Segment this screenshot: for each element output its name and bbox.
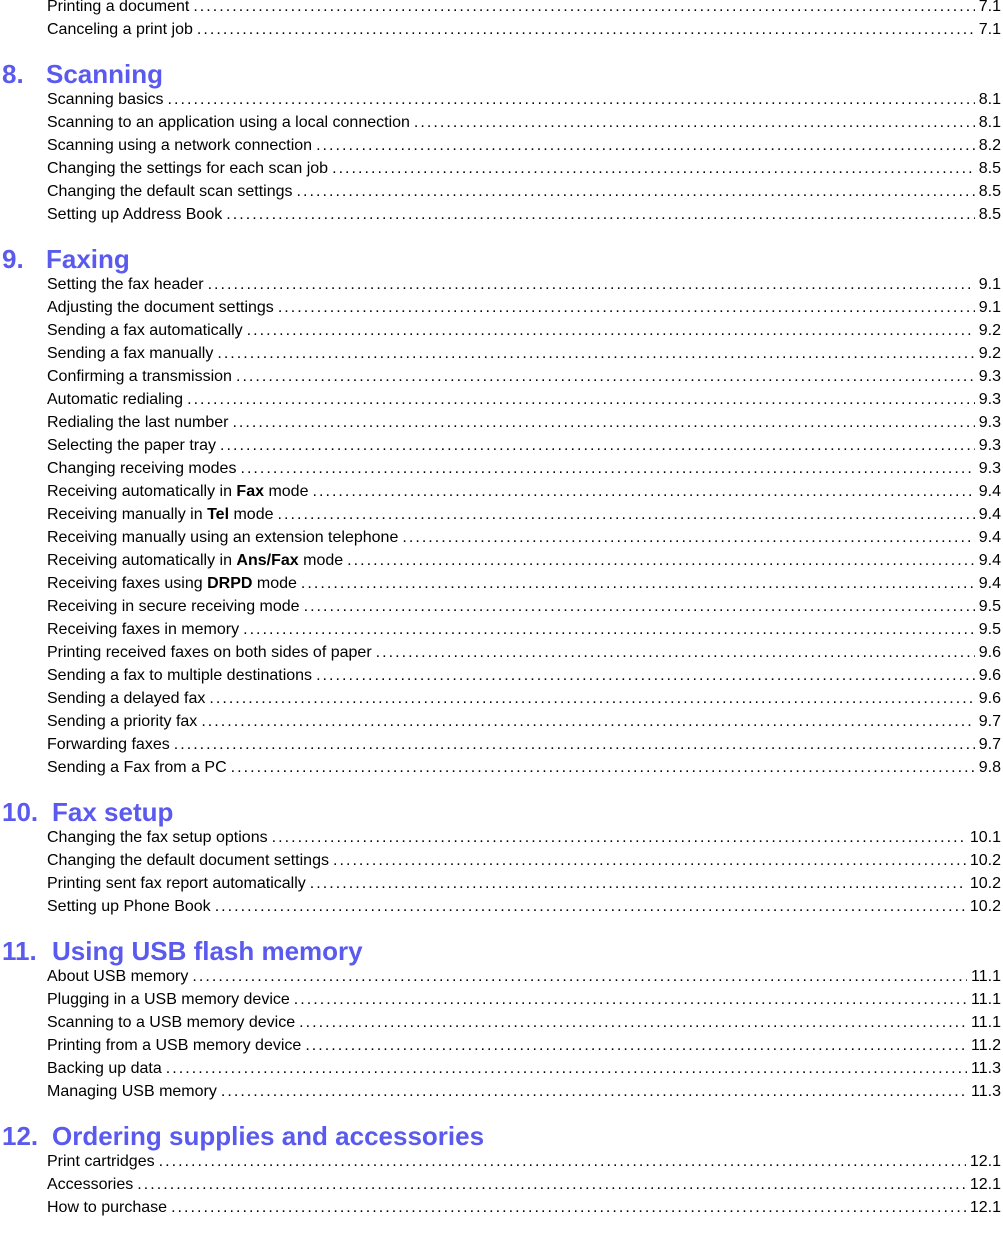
toc-entry-title	[47, 621, 243, 639]
toc-entry[interactable]	[47, 547, 1001, 570]
toc-entry-title-text: Changing the settings for each scan job	[47, 160, 329, 177]
dot-leader	[278, 299, 975, 317]
toc-entry-page-number: 8.5	[978, 160, 1001, 177]
toc-entry[interactable]	[47, 847, 1001, 870]
dot-leader	[240, 460, 974, 478]
toc-entry-page-number: 8.1	[978, 114, 1001, 131]
toc-entry-title-suffix: mode	[252, 575, 297, 592]
toc-entry[interactable]	[47, 986, 1001, 1009]
toc-entry-page-number: 9.2	[978, 322, 1001, 339]
dot-leader	[215, 898, 966, 916]
toc-entry-title	[47, 114, 414, 132]
toc-entry-page-number: 9.4	[978, 483, 1001, 500]
dot-leader	[226, 206, 975, 224]
toc-entry[interactable]	[47, 294, 1001, 317]
toc-entry-title	[47, 299, 278, 317]
chapter-heading[interactable]	[2, 797, 173, 827]
toc-entry-title	[47, 598, 304, 616]
toc-entry-title-text: Sending a fax to multiple destinations	[47, 667, 313, 684]
toc-entry-page-number: 9.6	[978, 644, 1001, 661]
toc-entry-title-text: Adjusting the document settings	[47, 299, 274, 316]
toc-entry[interactable]	[47, 1148, 1001, 1171]
toc-entry-title-text: Receiving automatically in	[47, 552, 237, 569]
toc-entry-title-text: Automatic redialing	[47, 391, 184, 408]
dot-leader	[168, 91, 975, 109]
toc-entry-title	[47, 529, 402, 547]
toc-entry-title	[47, 1060, 166, 1078]
chapter-number: 8.	[2, 59, 24, 89]
dot-leader	[316, 667, 975, 685]
chapter-title: Ordering supplies and accessories	[52, 1121, 485, 1151]
dot-leader	[301, 575, 975, 593]
toc-entry-page-number: 9.8	[978, 759, 1001, 776]
toc-entry-title	[47, 345, 217, 363]
chapter-heading[interactable]	[2, 936, 363, 966]
dot-leader	[316, 137, 975, 155]
chapter-number: 10.	[2, 797, 39, 827]
toc-entry-title-text: Sending a Fax from a PC	[47, 759, 227, 776]
toc-entry[interactable]	[47, 824, 1001, 847]
dot-leader	[208, 276, 975, 294]
toc-entry-title	[47, 368, 236, 386]
toc-entry[interactable]	[47, 963, 1001, 986]
dot-leader	[272, 829, 966, 847]
toc-entry-title-text: Print cartridges	[47, 1153, 155, 1170]
toc-entry-title	[47, 1199, 171, 1217]
dot-leader	[347, 552, 975, 570]
toc-entry-page-number: 7.1	[978, 21, 1001, 38]
toc-entry-title	[47, 483, 312, 501]
toc-entry[interactable]	[47, 1055, 1001, 1078]
chapter-title: Faxing	[46, 244, 130, 274]
toc-entry-title-text: Forwarding faxes	[47, 736, 170, 753]
toc-entry-title	[47, 276, 208, 294]
toc-entry-title-text: Sending a delayed fax	[47, 690, 206, 707]
toc-entry[interactable]	[47, 570, 1001, 593]
dot-leader	[192, 968, 967, 986]
chapter-number: 12.	[2, 1121, 39, 1151]
toc-entry[interactable]	[47, 1194, 1001, 1217]
toc-entry-title-text: Scanning basics	[47, 91, 164, 108]
toc-entry[interactable]	[47, 386, 1001, 409]
toc-entry-page-number: 9.6	[978, 667, 1001, 684]
dot-leader	[243, 621, 975, 639]
chapter-title: Scanning	[46, 59, 164, 89]
toc-entry-title-text: Changing the default document settings	[47, 852, 329, 869]
toc-entry-page-number: 8.1	[978, 91, 1001, 108]
toc-entry-page-number: 9.5	[978, 621, 1001, 638]
dot-leader	[402, 529, 974, 547]
toc-entry[interactable]	[47, 501, 1001, 524]
dot-leader	[221, 1083, 967, 1101]
toc-entry[interactable]	[47, 317, 1001, 340]
toc-entry-title	[47, 1176, 137, 1194]
toc-entry-title-text: Canceling a print job	[47, 21, 193, 38]
toc-entry-title	[47, 898, 215, 916]
dot-leader	[209, 690, 974, 708]
toc-entry-title-bold: Fax	[236, 483, 264, 500]
toc-entry-page-number: 11.1	[971, 991, 1001, 1008]
dot-leader	[220, 437, 975, 455]
dot-leader	[333, 852, 966, 870]
toc-entry-page-number: 8.2	[978, 137, 1001, 154]
toc-entry[interactable]	[47, 1032, 1001, 1055]
dot-leader	[193, 0, 974, 16]
dot-leader	[304, 598, 975, 616]
toc-entry[interactable]	[47, 616, 1001, 639]
toc-entry-title-text: Receiving manually using an extension telephone	[47, 529, 399, 546]
toc-entry-title	[47, 91, 168, 109]
toc-entry-title-bold: DRPD	[207, 575, 253, 592]
toc-entry-title-suffix: mode	[298, 552, 344, 569]
toc-entry-title	[47, 829, 272, 847]
toc-entry-title	[47, 0, 193, 16]
toc-entry[interactable]	[47, 201, 1001, 224]
toc-entry-title	[47, 506, 277, 524]
toc-entry-page-number: 9.4	[978, 506, 1001, 523]
toc-entry-title-text: Printing received faxes on both sides of paper	[47, 644, 372, 661]
toc-entry-page-number: 9.3	[978, 460, 1001, 477]
toc-entry[interactable]	[47, 409, 1001, 432]
toc-entry-page-number: 11.1	[971, 968, 1001, 985]
toc-entry-page-number: 8.5	[978, 206, 1001, 223]
toc-entry-title	[47, 322, 247, 340]
toc-entry-page-number: 9.3	[978, 437, 1001, 454]
chapter-title: Fax setup	[52, 797, 174, 827]
toc-entry-title	[47, 1014, 299, 1032]
dot-leader	[232, 414, 974, 432]
toc-entry[interactable]	[47, 109, 1001, 132]
toc-entry-title-text: Plugging in a USB memory device	[47, 991, 290, 1008]
toc-entry-title-text: Printing sent fax report automatically	[47, 875, 306, 892]
toc-entry-title	[47, 552, 347, 570]
toc-entry-title	[47, 575, 301, 593]
toc-entry-page-number: 11.2	[971, 1037, 1001, 1054]
toc-entry-page-number: 9.5	[978, 598, 1001, 615]
toc-entry[interactable]	[47, 132, 1001, 155]
toc-entry-title	[47, 852, 333, 870]
toc-entry[interactable]	[47, 593, 1001, 616]
toc-entry-title-text: Setting up Phone Book	[47, 898, 211, 915]
dot-leader	[197, 21, 975, 39]
toc-entry-title	[47, 667, 316, 685]
toc-entry-title	[47, 1037, 305, 1055]
toc-entry-title-text: Scanning using a network connection	[47, 137, 313, 154]
toc-entry-title-text: Receiving in secure receiving mode	[47, 598, 300, 615]
dot-leader	[231, 759, 975, 777]
toc-entry-title	[47, 437, 220, 455]
toc-entry-title-bold: Ans/Fax	[236, 552, 299, 569]
toc-entry-page-number: 9.7	[978, 713, 1001, 730]
toc-entry-page-number: 9.3	[978, 391, 1001, 408]
chapter-heading[interactable]	[2, 1121, 484, 1151]
toc-entry[interactable]	[47, 0, 1001, 16]
dot-leader	[332, 160, 975, 178]
toc-entry-title	[47, 968, 192, 986]
toc-entry[interactable]	[47, 478, 1001, 501]
toc-entry[interactable]	[47, 1171, 1001, 1194]
toc-entry-title-text: Confirming a transmission	[47, 368, 232, 385]
toc-entry-title	[47, 21, 197, 39]
toc-entry-title	[47, 137, 316, 155]
toc-entry[interactable]	[47, 86, 1001, 109]
dot-leader	[310, 875, 966, 893]
toc-entry-page-number: 9.4	[978, 552, 1001, 569]
dot-leader	[312, 483, 974, 501]
toc-entry[interactable]	[47, 16, 1001, 39]
toc-entry-page-number: 10.1	[969, 829, 1001, 846]
toc-entry-title	[47, 690, 209, 708]
dot-leader	[305, 1037, 967, 1055]
toc-entry-title-text: Changing the default scan settings	[47, 183, 293, 200]
toc-entry[interactable]	[47, 340, 1001, 363]
toc-entry-page-number: 11.3	[971, 1083, 1001, 1100]
toc-entry-title	[47, 206, 226, 224]
toc-entry-title-text: Printing from a USB memory device	[47, 1037, 302, 1054]
dot-leader	[414, 114, 975, 132]
toc-entry-page-number: 9.3	[978, 368, 1001, 385]
toc-entry-page-number: 9.3	[978, 414, 1001, 431]
toc-entry[interactable]	[47, 1009, 1001, 1032]
toc-entry[interactable]	[47, 524, 1001, 547]
toc-entry-title	[47, 875, 310, 893]
toc-entry-title-text: Sending a fax automatically	[47, 322, 243, 339]
toc-entry-title	[47, 736, 174, 754]
toc-entry[interactable]	[47, 708, 1001, 731]
toc-entry-title	[47, 644, 376, 662]
toc-entry-title-text: How to purchase	[47, 1199, 168, 1216]
toc-entry-title	[47, 1083, 221, 1101]
toc-entry-title-text: Managing USB memory	[47, 1083, 217, 1100]
toc-entry-title-text: Selecting the paper tray	[47, 437, 216, 454]
dot-leader	[159, 1153, 966, 1171]
chapter-number: 11.	[2, 936, 37, 966]
toc-entry-title-suffix: mode	[229, 506, 274, 523]
toc-entry-page-number: 9.2	[978, 345, 1001, 362]
toc-entry-title-text: Backing up data	[47, 1060, 162, 1077]
toc-entry-page-number: 10.2	[969, 852, 1001, 869]
chapter-heading[interactable]	[2, 244, 130, 274]
dot-leader	[201, 713, 974, 731]
toc-entry-title-text: Sending a priority fax	[47, 713, 198, 730]
toc-entry-title-text: Accessories	[47, 1176, 134, 1193]
toc-entry[interactable]	[47, 155, 1001, 178]
toc-entry-page-number: 9.1	[978, 299, 1001, 316]
toc-entry[interactable]	[47, 432, 1001, 455]
toc-entry[interactable]	[47, 685, 1001, 708]
toc-entry-title-suffix: mode	[264, 483, 309, 500]
toc-entry[interactable]	[47, 1078, 1001, 1101]
dot-leader	[236, 368, 975, 386]
toc-entry-title-text: Receiving manually in	[47, 506, 208, 523]
toc-entry-title-text: Printing a document	[47, 0, 190, 15]
dot-leader	[277, 506, 974, 524]
toc-entry-title-text: Setting the fax header	[47, 276, 204, 293]
dot-leader	[166, 1060, 967, 1078]
toc-entry[interactable]	[47, 639, 1001, 662]
toc-entry-title	[47, 391, 187, 409]
toc-entry-page-number: 10.2	[969, 898, 1001, 915]
dot-leader	[297, 183, 975, 201]
toc-entry-page-number: 9.4	[978, 529, 1001, 546]
toc-entry-title	[47, 460, 240, 478]
toc-entry-title	[47, 414, 232, 432]
toc-entry-title-text: Sending a fax manually	[47, 345, 214, 362]
toc-entry[interactable]	[47, 271, 1001, 294]
toc-entry-title-text: Receiving faxes using	[47, 575, 208, 592]
toc-entry[interactable]	[47, 662, 1001, 685]
toc-entry-page-number: 11.3	[971, 1060, 1001, 1077]
toc-entry-title-text: Changing receiving modes	[47, 460, 237, 477]
dot-leader	[247, 322, 975, 340]
toc-entry-title-text: Setting up Address Book	[47, 206, 223, 223]
toc-entry-page-number: 12.1	[969, 1176, 1001, 1193]
toc-entry-title	[47, 991, 294, 1009]
toc-entry-title	[47, 160, 332, 178]
toc-entry-page-number: 11.1	[971, 1014, 1001, 1031]
dot-leader	[187, 391, 975, 409]
toc-entry[interactable]	[47, 754, 1001, 777]
toc-entry-title-bold: Tel	[207, 506, 230, 523]
toc-entry-page-number: 12.1	[969, 1153, 1001, 1170]
toc-entry-title-text: Receiving faxes in memory	[47, 621, 240, 638]
toc-entry-page-number: 9.6	[978, 690, 1001, 707]
toc-entry-title-text: Scanning to an application using a local connection	[47, 114, 410, 131]
toc-entry[interactable]	[47, 893, 1001, 916]
toc-entry-title	[47, 713, 201, 731]
toc-entry[interactable]	[47, 731, 1001, 754]
dot-leader	[294, 991, 967, 1009]
dot-leader	[171, 1199, 966, 1217]
toc-entry-title-text: Redialing the last number	[47, 414, 229, 431]
toc-entry-title-text: Scanning to a USB memory device	[47, 1014, 296, 1031]
dot-leader	[217, 345, 974, 363]
chapter-heading[interactable]	[2, 59, 163, 89]
dot-leader	[299, 1014, 967, 1032]
toc-entry-title-text: About USB memory	[47, 968, 189, 985]
toc-entry-page-number: 9.4	[978, 575, 1001, 592]
toc-entry-page-number: 8.5	[978, 183, 1001, 200]
dot-leader	[376, 644, 975, 662]
toc-entry-page-number: 12.1	[969, 1199, 1001, 1216]
toc-entry[interactable]	[47, 455, 1001, 478]
toc-entry[interactable]	[47, 363, 1001, 386]
toc-entry-title-text: Changing the fax setup options	[47, 829, 268, 846]
dot-leader	[137, 1176, 966, 1194]
toc-entry-title	[47, 1153, 159, 1171]
chapter-title: Using USB flash memory	[52, 936, 363, 966]
toc-entry[interactable]	[47, 178, 1001, 201]
toc-entry-title-text: Receiving automatically in	[47, 483, 237, 500]
toc-entry-page-number: 7.1	[978, 0, 1001, 15]
chapter-number: 9.	[2, 244, 24, 274]
toc-entry-page-number: 10.2	[969, 875, 1001, 892]
toc-entry-page-number: 9.7	[978, 736, 1001, 753]
toc-entry[interactable]	[47, 870, 1001, 893]
toc-entry-title	[47, 183, 297, 201]
toc-entry-title	[47, 759, 231, 777]
dot-leader	[174, 736, 975, 754]
toc-entry-page-number: 9.1	[978, 276, 1001, 293]
